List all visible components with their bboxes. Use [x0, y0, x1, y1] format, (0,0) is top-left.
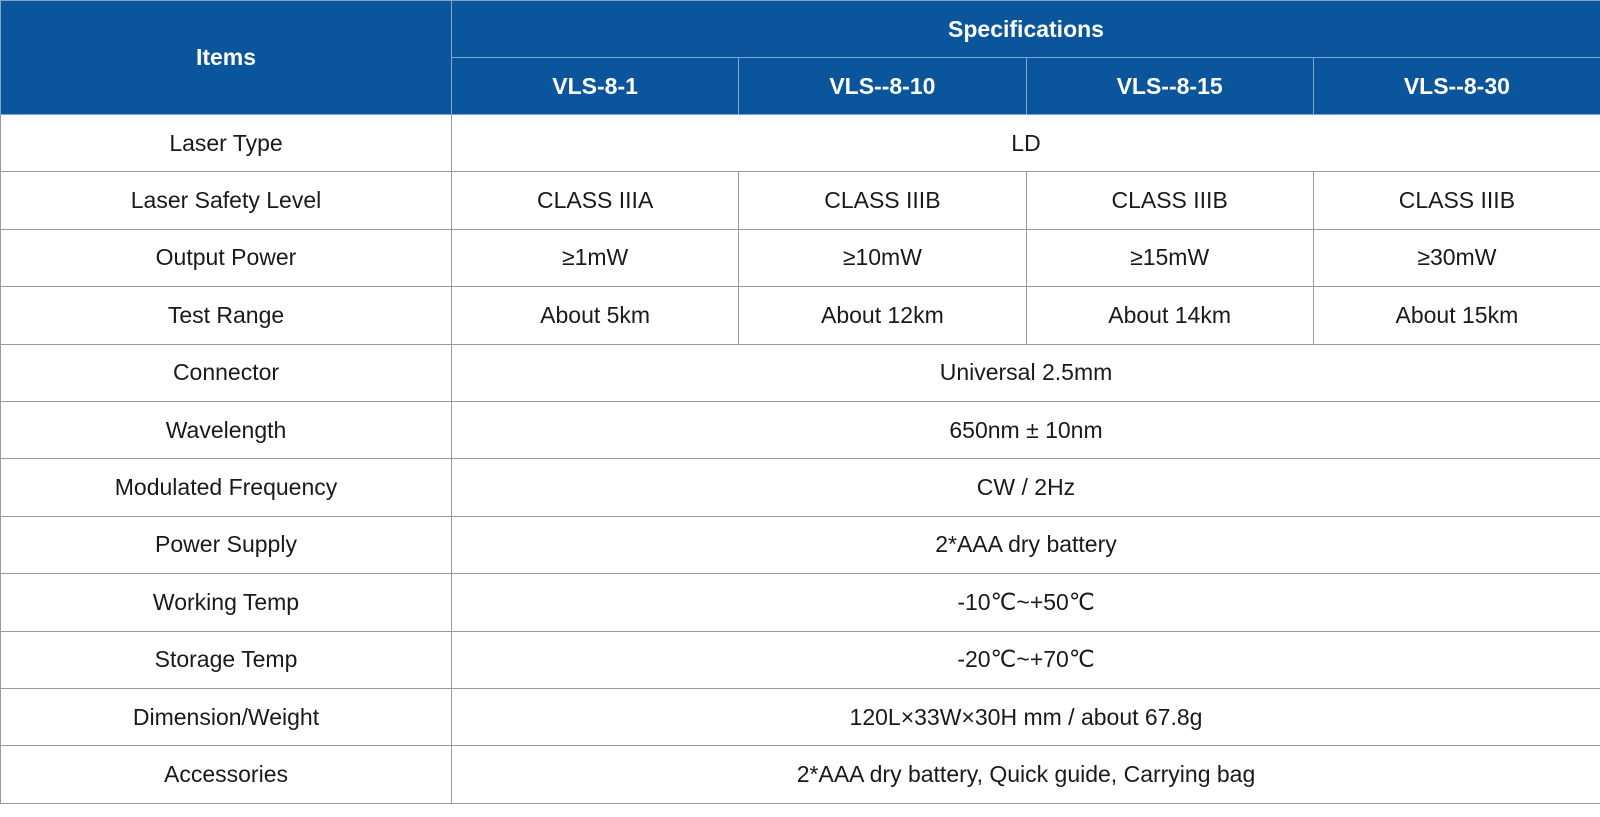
spec-value: ≥30mW [1313, 229, 1600, 286]
spec-value: CLASS IIIA [452, 172, 739, 229]
item-label: Laser Type [1, 115, 452, 172]
spec-value: 650nm ± 10nm [452, 401, 1600, 458]
spec-value: CLASS IIIB [1313, 172, 1600, 229]
model-header-vls-8-30: VLS--8-30 [1313, 58, 1600, 115]
model-header-vls-8-10: VLS--8-10 [739, 58, 1026, 115]
table-row [1, 631, 1600, 688]
spec-value: Universal 2.5mm [452, 344, 1600, 401]
table-row [1, 287, 1600, 344]
item-label: Accessories [1, 746, 452, 803]
table-row [1, 459, 1600, 516]
item-label: Dimension/Weight [1, 688, 452, 745]
spec-value: 120L×33W×30H mm / about 67.8g [452, 688, 1600, 745]
spec-value: About 12km [739, 287, 1026, 344]
spec-value: -20℃~+70℃ [452, 631, 1600, 688]
table-header [1, 1, 1600, 115]
table-row [1, 115, 1600, 172]
table-row [1, 172, 1600, 229]
item-label: Storage Temp [1, 631, 452, 688]
item-label: Wavelength [1, 401, 452, 458]
spec-value: 2*AAA dry battery [452, 516, 1600, 573]
table-row [1, 229, 1600, 286]
spec-value: CLASS IIIB [739, 172, 1026, 229]
table-row [1, 746, 1600, 803]
spec-value: -10℃~+50℃ [452, 574, 1600, 631]
model-header-vls-8-1: VLS-8-1 [452, 58, 739, 115]
spec-value: About 14km [1026, 287, 1313, 344]
spec-value: 2*AAA dry battery, Quick guide, Carrying bag [452, 746, 1600, 803]
items-header: Items [1, 1, 452, 115]
table-body [1, 115, 1600, 804]
spec-value: LD [452, 115, 1600, 172]
table-row [1, 688, 1600, 745]
table-row [1, 401, 1600, 458]
table-row [1, 516, 1600, 573]
spec-value: About 15km [1313, 287, 1600, 344]
model-header-vls-8-15: VLS--8-15 [1026, 58, 1313, 115]
spec-value: CW / 2Hz [452, 459, 1600, 516]
item-label: Laser Safety Level [1, 172, 452, 229]
item-label: Modulated Frequency [1, 459, 452, 516]
spec-value: ≥10mW [739, 229, 1026, 286]
specifications-header: Specifications [452, 1, 1600, 58]
table-row [1, 574, 1600, 631]
item-label: Connector [1, 344, 452, 401]
spec-value: CLASS IIIB [1026, 172, 1313, 229]
item-label: Power Supply [1, 516, 452, 573]
spec-value: ≥1mW [452, 229, 739, 286]
item-label: Working Temp [1, 574, 452, 631]
spec-value: ≥15mW [1026, 229, 1313, 286]
item-label: Test Range [1, 287, 452, 344]
spec-value: About 5km [452, 287, 739, 344]
item-label: Output Power [1, 229, 452, 286]
table-row [1, 344, 1600, 401]
